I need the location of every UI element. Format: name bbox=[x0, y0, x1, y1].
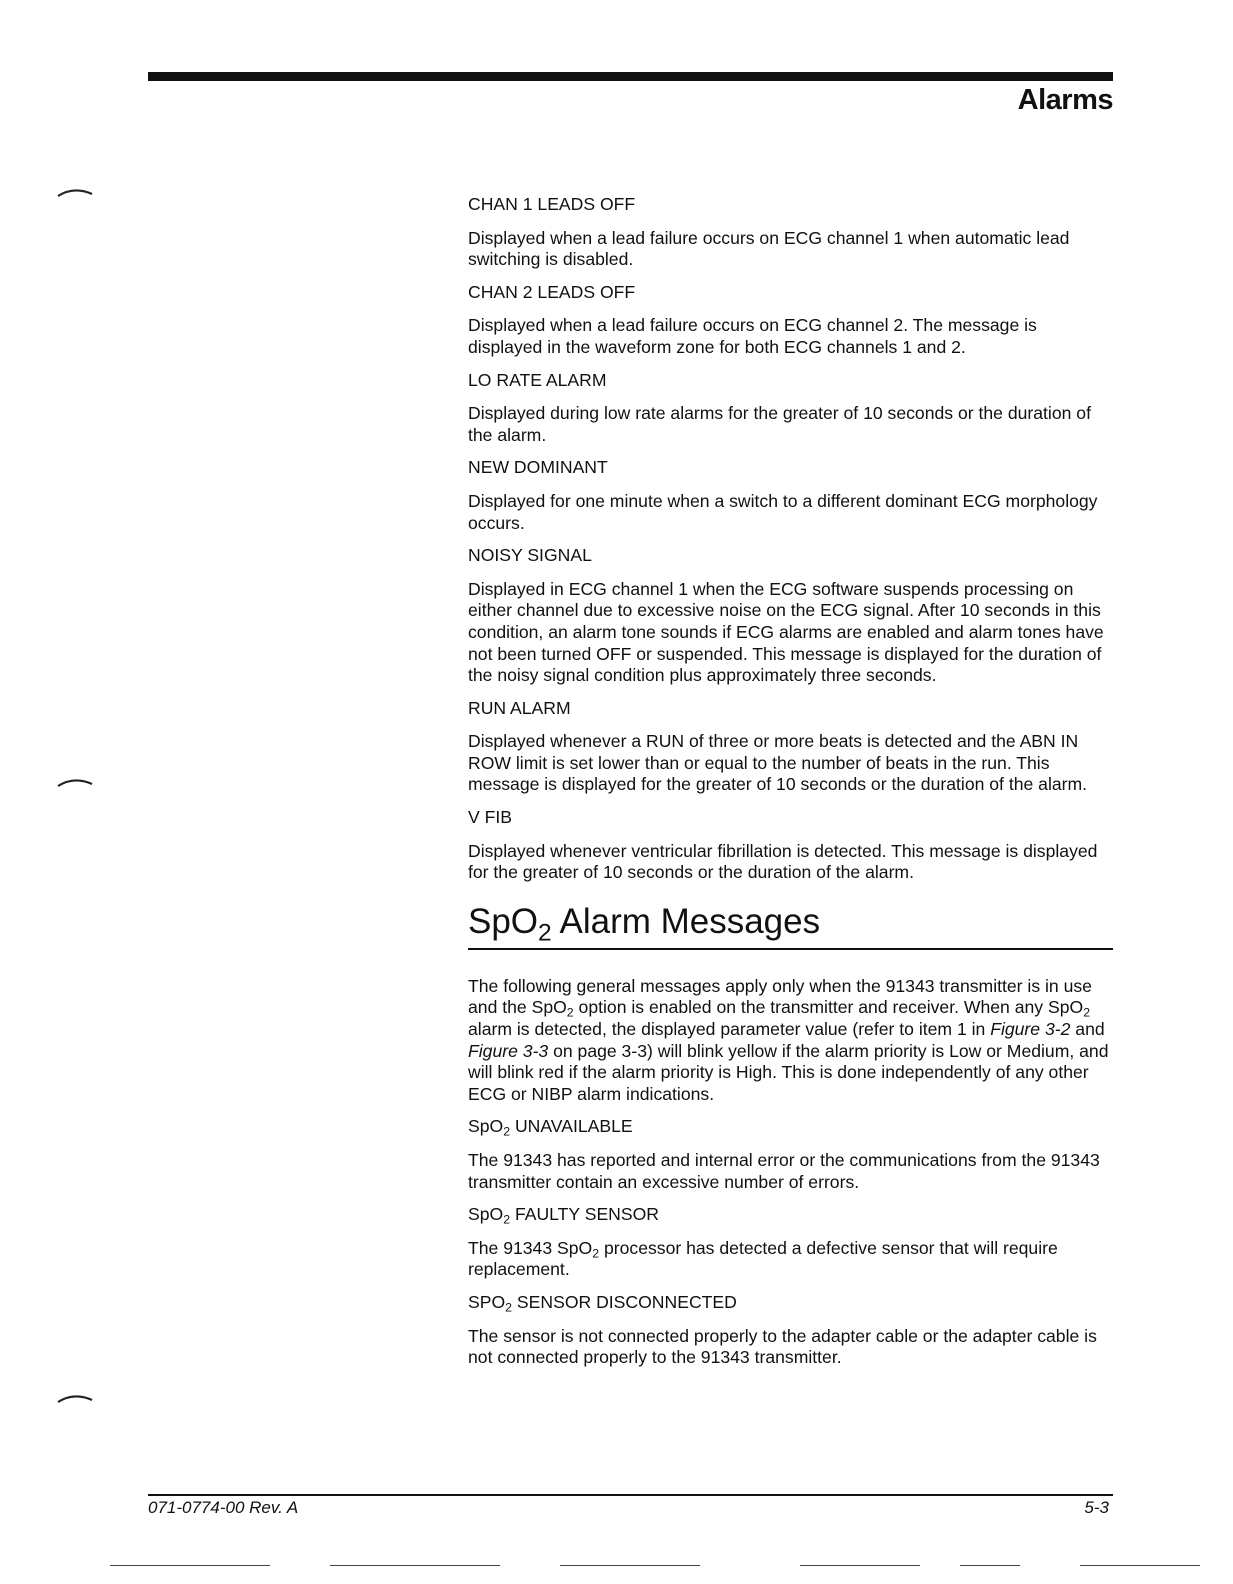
message-body-v-fib: Displayed whenever ventricular fibrillation is detected. This message is displayed for the greater of 10 seconds or the duration of the alarm. bbox=[468, 840, 1098, 883]
message-body-noisy-signal: Displayed in ECG channel 1 when the ECG software suspends processing on either channel due to excessive noise on the ECG signal. After 10 seconds in this condition, an alarm tone sounds if ECG alarms are enabled and alarm tones have not been turned OFF or suspended. This message is displayed for the duration of the noisy signal condition plus approximately three seconds. bbox=[468, 578, 1104, 686]
message-title-chan2: CHAN 2 LEADS OFF bbox=[468, 281, 636, 302]
message-title-v-fib: V FIB bbox=[468, 807, 512, 828]
message-title-spo2-sensor-disconnected: $SPO_2$ SENSOR DISCONNECTED bbox=[468, 1291, 737, 1315]
punch-hole-mark-middle bbox=[56, 774, 96, 788]
message-body-chan1: Displayed when a lead failure occurs on ECG channel 1 when automatic lead switching is disabled. bbox=[468, 227, 1070, 270]
scan-artifact-line bbox=[110, 1565, 270, 1566]
scan-artifact-line bbox=[960, 1565, 1020, 1566]
figure-reference: Figure 3-3 bbox=[468, 1040, 549, 1061]
message-body-lo-rate: Displayed during low rate alarms for the greater of 10 seconds or the duration of the alarm. bbox=[468, 403, 1091, 445]
scan-artifact-line bbox=[330, 1565, 500, 1566]
message-body-new-dominant: Displayed for one minute when a switch to a different dominant ECG morphology occurs. bbox=[468, 490, 1098, 533]
message-body-chan2: Displayed when a lead failure occurs on ECG channel 2. The message is displayed in the waveform zone for both ECG channels 1 and 2. bbox=[468, 315, 1037, 357]
document-number: 071-0774-00 Rev. A bbox=[148, 1498, 299, 1517]
message-title-lo-rate: LO RATE ALARM bbox=[468, 369, 607, 390]
message-title-spo2-faulty-sensor: SpO$_2$ FAULTY SENSOR bbox=[468, 1204, 660, 1227]
figure-reference: Figure 3-2 bbox=[990, 1019, 1071, 1040]
spo2-intro-paragraph: The following general messages apply only when the 91343 transmitter is in use and the SpO$_2$ option is enabled on the transmitter and receiver. When any SpO$_2$ alarm is detected, the displayed parameter value (refer to item 1 in Figure 3-2 and Figure 3-3 on page 3-3) will blink yellow if the alarm priority is Low or Medium, and will blink red if the alarm priority is High. This is done independently of any other ECG or NIBP alarm indications. bbox=[468, 975, 1109, 1104]
message-body-spo2-faulty-sensor: The 91343 SpO$_2$ processor has detected a defective sensor that will require replacement. bbox=[468, 1237, 1058, 1280]
message-body-spo2-unavailable: The 91343 has reported and internal error or the communications from the 91343 transmitter contain an excessive number of errors. bbox=[468, 1150, 1100, 1192]
message-title-run-alarm: RUN ALARM bbox=[468, 697, 571, 718]
message-title-new-dominant: NEW DOMINANT bbox=[468, 457, 608, 478]
scan-artifact-line bbox=[800, 1565, 920, 1566]
message-title-noisy-signal: NOISY SIGNAL bbox=[468, 545, 592, 566]
message-title-spo2-unavailable: SpO$_2$ UNAVAILABLE bbox=[468, 1116, 633, 1140]
main-content bbox=[468, 194, 1113, 1380]
scan-artifact-line bbox=[1080, 1565, 1200, 1566]
page-number: 5-3 bbox=[1084, 1498, 1109, 1517]
punch-hole-mark-top bbox=[56, 184, 96, 198]
section-title: Alarms bbox=[1017, 84, 1113, 116]
message-body-spo2-sensor-disconnected: The sensor is not connected properly to the adapter cable or the adapter cable is not connected properly to the 91343 transmitter. bbox=[468, 1325, 1097, 1368]
header-rule bbox=[148, 72, 1113, 81]
spo2-section-heading: SpO$_2$ Alarm Messages bbox=[468, 900, 1113, 950]
scan-artifact-line bbox=[560, 1565, 700, 1566]
message-body-run-alarm: Displayed whenever a RUN of three or more beats is detected and the ABN IN ROW limit is set lower than or equal to the number of beats in the run. This message is displayed for the greater of 10 seconds or the duration of the alarm. bbox=[468, 731, 1088, 795]
footer-rule bbox=[148, 1494, 1113, 1496]
punch-hole-mark-bottom bbox=[56, 1390, 96, 1404]
message-title-chan1: CHAN 1 LEADS OFF bbox=[468, 194, 636, 214]
